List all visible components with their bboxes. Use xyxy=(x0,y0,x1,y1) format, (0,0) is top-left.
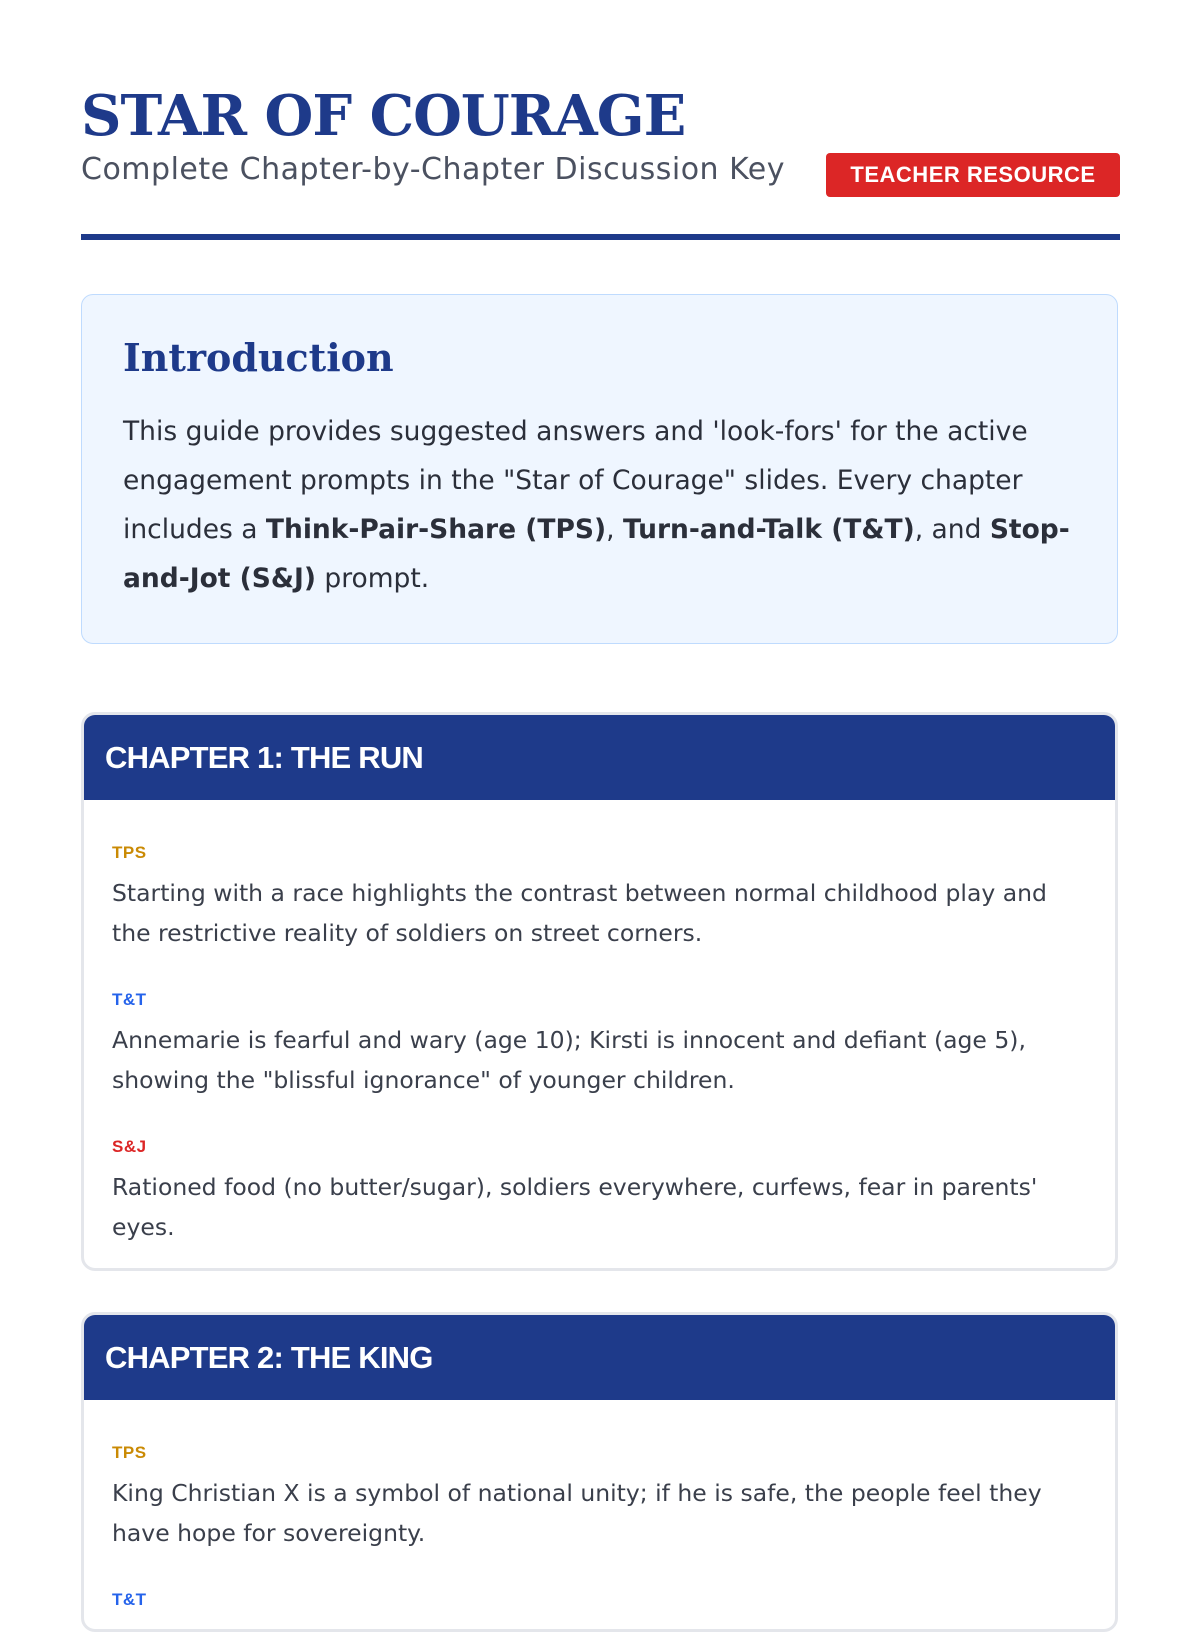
prompt-item-tt xyxy=(112,1588,1087,1620)
teacher-resource-badge: TEACHER RESOURCE xyxy=(826,153,1120,197)
prompt-tag-tt: T&T xyxy=(112,990,147,1009)
prompt-item-tps xyxy=(112,841,1087,953)
intro-bold-tt: Turn-and-Talk (T&T) xyxy=(622,514,915,545)
chapter-header: CHAPTER 1: THE RUN xyxy=(84,715,1115,800)
introduction-heading: Introduction xyxy=(123,335,394,380)
page-title: STAR OF COURAGE xyxy=(81,83,686,149)
chapter-card-1 xyxy=(81,712,1118,1271)
chapter-card-2 xyxy=(81,1312,1118,1632)
intro-text-3: , and xyxy=(914,514,990,545)
intro-bold-sj: Stop-and-Jot (S&J) xyxy=(123,514,1070,594)
introduction-text xyxy=(123,407,1073,603)
prompt-answer: Annemarie is fearful and wary (age 10); Kirsti is innocent and defiant (age 5), showing the "blissful ignorance" of younger children. xyxy=(112,1026,1026,1094)
intro-text-2: , xyxy=(606,514,623,545)
header-divider xyxy=(81,234,1120,240)
prompt-item-tt xyxy=(112,988,1087,1100)
prompt-item-sj xyxy=(112,1135,1087,1247)
introduction-box xyxy=(81,294,1118,644)
prompt-item-tps xyxy=(112,1441,1087,1553)
intro-text-1: This guide provides suggested answers and 'look-fors' for the active engagement prompts in the "Star of Courage" slides. Every chapter includes a xyxy=(123,416,1028,545)
prompt-answer: Rationed food (no butter/sugar), soldiers everywhere, curfews, fear in parents' eyes. xyxy=(112,1173,1038,1241)
prompt-tag-tps: TPS xyxy=(112,843,147,862)
prompt-answer: King Christian X is a symbol of national unity; if he is safe, the people feel they have hope for sovereignty. xyxy=(112,1479,1042,1547)
prompt-tag-sj: S&J xyxy=(112,1137,147,1156)
prompt-tag-tt: T&T xyxy=(112,1590,147,1609)
chapter-header: CHAPTER 2: THE KING xyxy=(84,1315,1115,1400)
prompt-tag-tps: TPS xyxy=(112,1443,147,1462)
prompt-answer: Starting with a race highlights the contrast between normal childhood play and the restrictive reality of soldiers on street corners. xyxy=(112,879,1047,947)
intro-bold-tps: Think-Pair-Share (TPS) xyxy=(265,514,607,545)
intro-text-4: prompt. xyxy=(315,563,430,594)
page-subtitle: Complete Chapter-by-Chapter Discussion Key xyxy=(81,152,785,187)
